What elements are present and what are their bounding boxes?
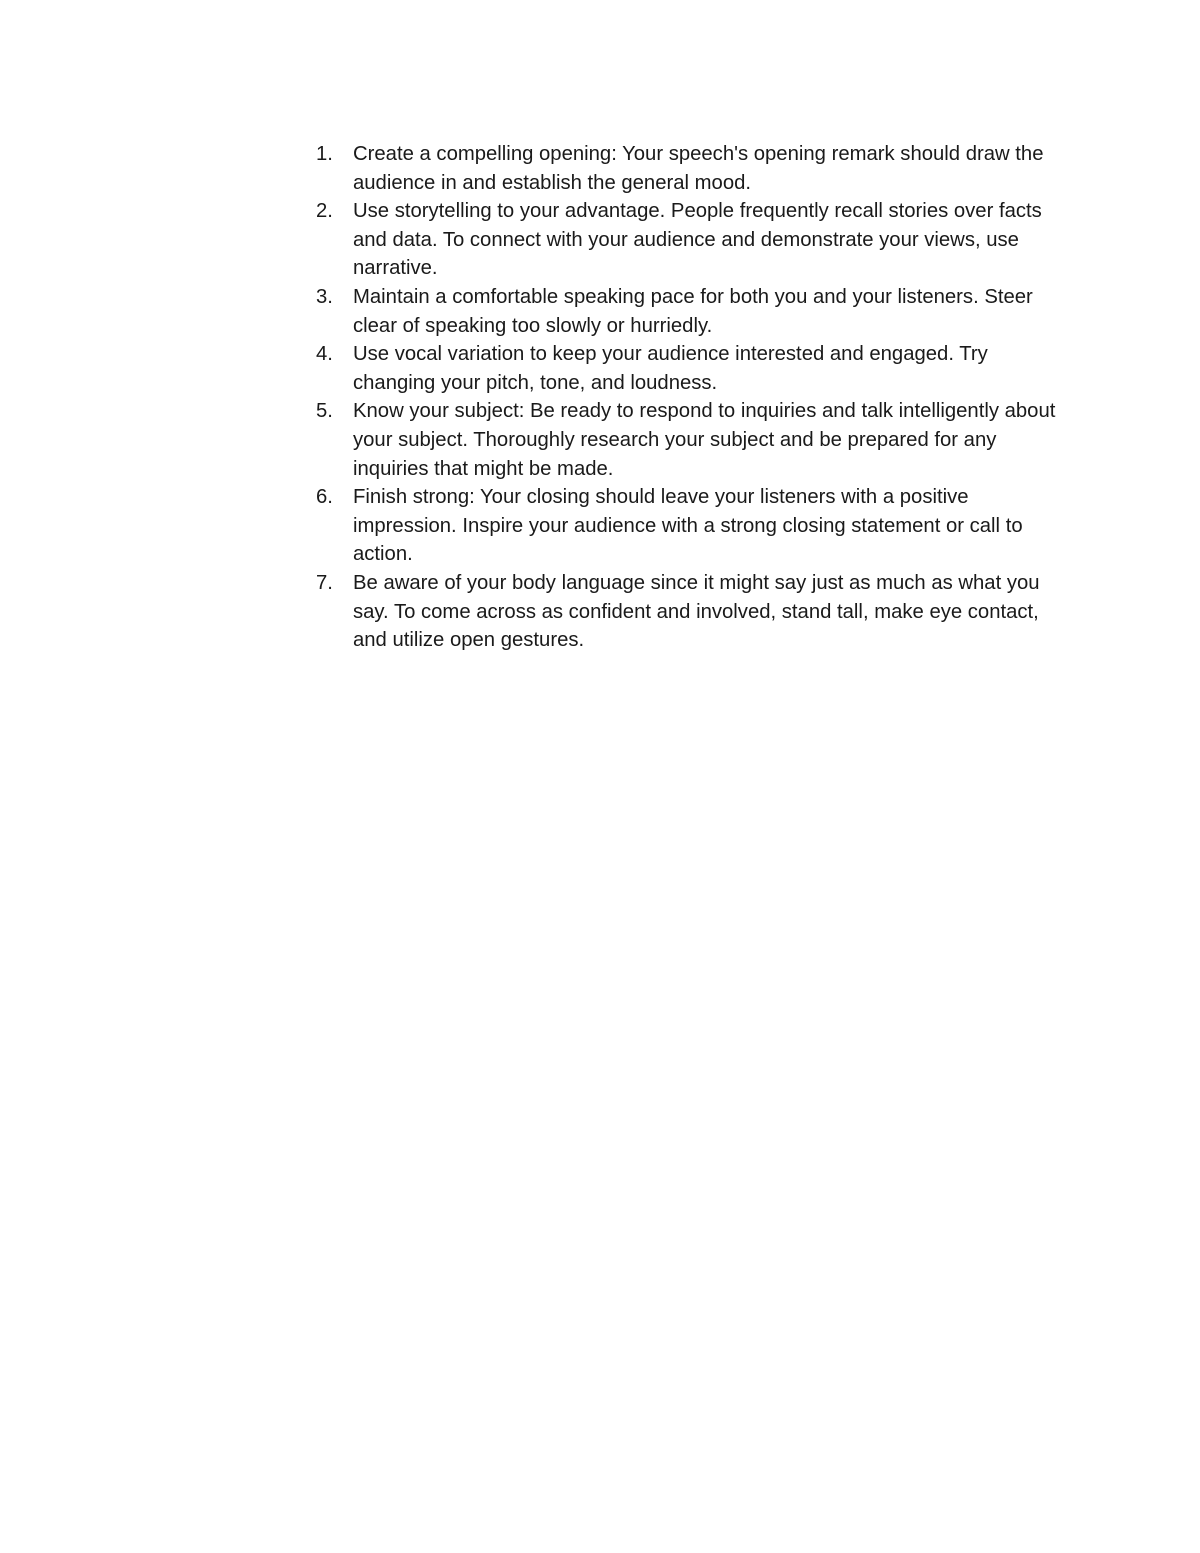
list-item-number: 5. [316, 400, 333, 423]
list-item-text: Maintain a comfortable speaking pace for both you and your listeners. Steer clear of speaking too slowly or hurriedly. [353, 285, 1033, 337]
list-item-number: 3. [316, 285, 333, 308]
list-item [316, 569, 1066, 655]
list-item-text: Be aware of your body language since it might say just as much as what you say. To come across as confident and involved, stand tall, make eye contact, and utilize open gestures. [353, 571, 1040, 652]
list-item [316, 197, 1066, 283]
list-item-number: 6. [316, 486, 333, 509]
list-item-number: 7. [316, 571, 333, 594]
list-item [316, 340, 1066, 397]
list-item-text: Create a compelling opening: Your speech's opening remark should draw the audience in and establish the general mood. [353, 143, 1044, 194]
list-item [316, 140, 1066, 197]
list-item [316, 483, 1066, 569]
list-item [316, 397, 1066, 483]
speaking-tips-list [316, 140, 1066, 655]
list-item-number: 1. [316, 143, 333, 165]
list-item-text: Use storytelling to your advantage. People frequently recall stories over facts and data. To connect with your audience and demonstrate your views, use narrative. [353, 200, 1042, 280]
list-item-text: Use vocal variation to keep your audience interested and engaged. Try changing your pitch, tone, and loudness. [353, 343, 988, 394]
list-item-number: 4. [316, 343, 333, 366]
list-item [316, 283, 1066, 340]
list-item-text: Finish strong: Your closing should leave your listeners with a positive impression. Inspire your audience with a strong closing statement or call to action. [353, 486, 1023, 566]
list-item-number: 2. [316, 200, 333, 223]
list-item-text: Know your subject: Be ready to respond to inquiries and talk intelligently about your subject. Thoroughly research your subject and be prepared for any inquiries that might be made. [353, 400, 1056, 480]
